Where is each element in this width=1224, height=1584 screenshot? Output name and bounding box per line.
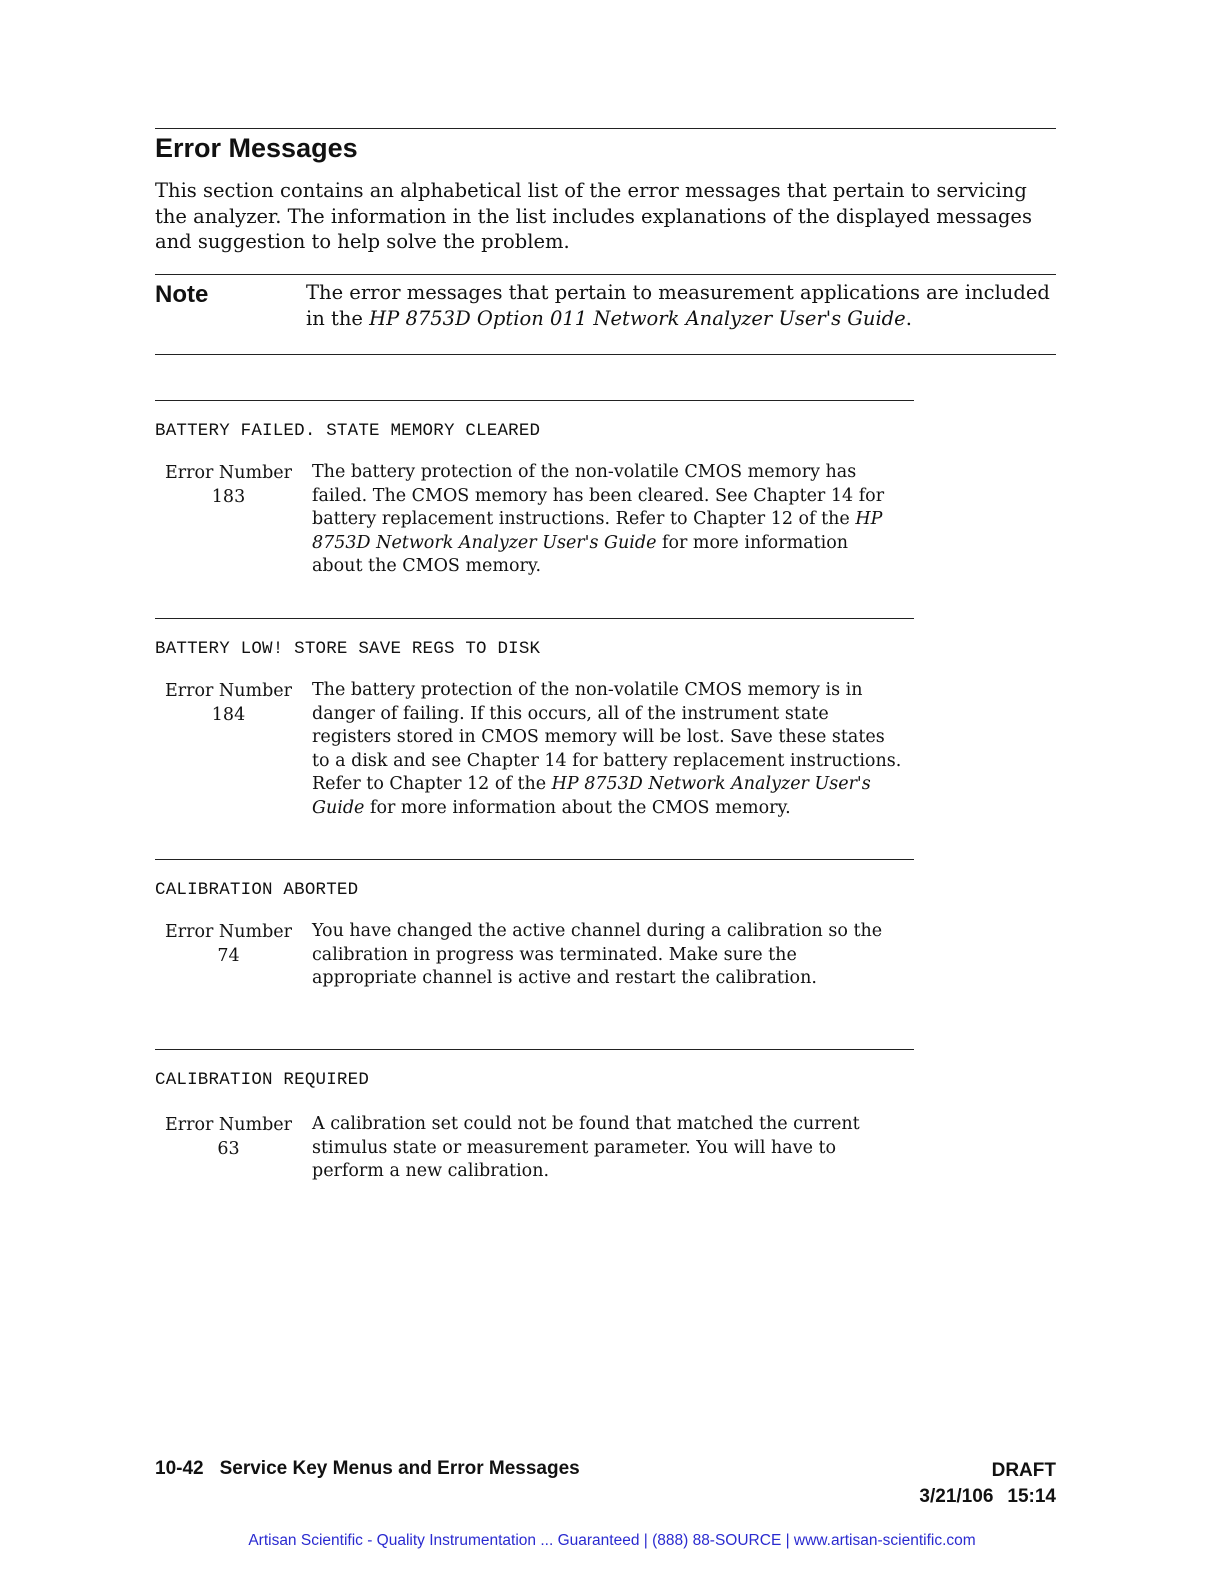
error-number-heading: Error Number [164, 463, 293, 483]
note-top-rule [155, 274, 1056, 275]
message-title: BATTERY FAILED. STATE MEMORY CLEARED [155, 421, 541, 441]
draft-status: DRAFT [991, 1460, 1056, 1481]
footer-left [155, 1458, 580, 1480]
description-text: for more information about the CMOS memory. [312, 532, 849, 576]
error-number-value: 183 [211, 487, 246, 507]
footer-timestamp [919, 1484, 1056, 1510]
section-title: Error Messages [155, 133, 358, 163]
error-number-heading: Error Number [164, 681, 293, 701]
note-text-before: The error messages that pertain to measurement applications are included in the [306, 281, 1050, 330]
error-number-heading: Error Number [164, 1115, 293, 1135]
message-title: CALIBRATION REQUIRED [155, 1070, 370, 1090]
note-bottom-rule [155, 354, 1056, 355]
note-guide-title: HP 8753D Option 011 Network Analyzer User's Guide [369, 306, 906, 330]
message-description: You have changed the active channel during a calibration so the calibration in progress was terminated. Make sure the appropriate channel is active and restart the calibration. [312, 921, 883, 988]
error-number-value: 63 [217, 1139, 240, 1159]
error-number-label [160, 1113, 297, 1161]
error-number-label [160, 461, 297, 509]
error-number-value: 74 [217, 946, 240, 966]
error-number-label [160, 920, 297, 968]
message-title: CALIBRATION ABORTED [155, 880, 359, 900]
description-text: for more information about the CMOS memory. [364, 797, 791, 818]
message-rule [155, 400, 914, 401]
guide-title: HP 8753D Network Analyzer User's Guide [312, 774, 871, 818]
page-number: 10-42 [155, 1458, 204, 1479]
message-description [312, 461, 904, 579]
description-text: The battery protection of the non-volatile CMOS memory is in danger of failing. If this occurs, all of the instrument state registers stored in CMOS memory will be lost. Save these states to a disk and see Chapter 14 for battery replacement instructions. Refer to Chapter 12 of the [312, 680, 902, 794]
footer-time: 15:14 [1007, 1486, 1056, 1507]
error-number-value: 184 [211, 705, 246, 725]
message-rule [155, 1049, 914, 1050]
message-rule [155, 859, 914, 860]
error-number-label [160, 679, 297, 727]
error-number-heading: Error Number [164, 922, 293, 942]
section-intro: This section contains an alphabetical list of the error messages that pertain to servicing the analyzer. The information in the list includes explanations of the displayed messages and suggestion to help solve the problem. [155, 179, 1032, 253]
vendor-banner: Artisan Scientific - Quality Instrumentation ... Guaranteed | (888) 88-SOURCE | www.artisan-scientific.com [248, 1532, 976, 1549]
footer-right [919, 1458, 1056, 1510]
message-description [312, 679, 904, 820]
description-text: The battery protection of the non-volatile CMOS memory has failed. The CMOS memory has been cleared. See Chapter 14 for battery replacement instructions. Refer to Chapter 12 of the [312, 462, 885, 529]
note-text-after: . [905, 306, 912, 330]
footer-date: 3/21/106 [919, 1486, 994, 1507]
message-rule [155, 618, 914, 619]
message-description: A calibration set could not be found that matched the current stimulus state or measurement parameter. You will have to perform a new calibration. [312, 1114, 860, 1181]
guide-title: HP 8753D Network Analyzer User's Guide [312, 509, 883, 553]
note-label: Note [155, 281, 209, 308]
note-text [306, 280, 1056, 331]
top-rule [155, 128, 1056, 129]
chapter-title: Service Key Menus and Error Messages [219, 1458, 580, 1479]
message-title: BATTERY LOW! STORE SAVE REGS TO DISK [155, 639, 541, 659]
